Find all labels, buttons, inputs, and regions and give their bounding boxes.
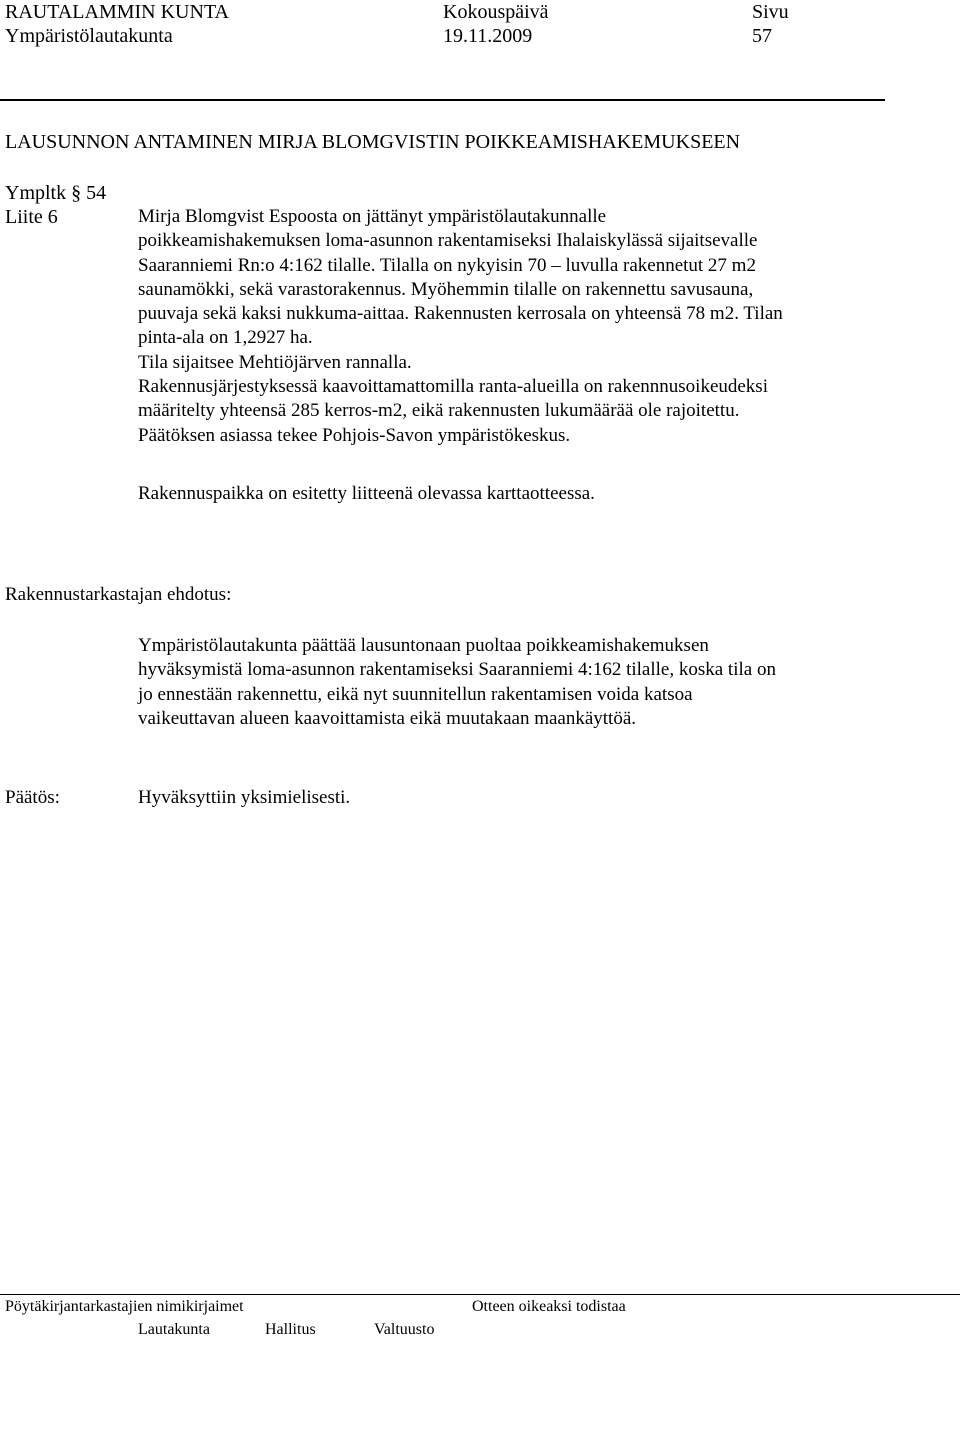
- paragraph-line: saunamökki, sekä varastorakennus. Myöhemmin tilalle on rakennettu savusauna,: [138, 278, 754, 300]
- signatures-label: Pöytäkirjantarkastajien nimikirjaimet: [5, 1298, 244, 1315]
- page-number: 57: [752, 25, 772, 47]
- page-title: LAUSUNNON ANTAMINEN MIRJA BLOMGVISTIN POIKKEAMISHAKEMUKSEEN: [5, 131, 741, 153]
- proposal-line: hyväksymistä loma-asunnon rakentamiseksi Saaranniemi 4:162 tilalle, koska tila on: [138, 659, 776, 681]
- proposal-line: vaikeuttavan alueen kaavoittamista eikä muutakaan maankäyttöä.: [138, 707, 637, 729]
- proposal-line: Ympäristölautakunta päättää lausuntonaan puoltaa poikkeamishakemuksen: [138, 635, 709, 656]
- meeting-date-label: Kokouspäivä: [443, 1, 549, 23]
- decision-text: Hyväksyttiin yksimielisesti.: [138, 787, 351, 808]
- paragraph-line: määritelty yhteensä 285 kerros-m2, eikä rakennusten lukumäärää ole rajoitettu.: [138, 400, 740, 422]
- proposal-line: jo ennestään rakennettu, eikä nyt suunnitellun rakentamisen voida katsoa: [138, 683, 693, 705]
- paragraph-line: Päätöksen asiassa tekee Pohjois-Savon ympäristökeskus.: [138, 424, 571, 446]
- map-note: Rakennuspaikka on esitetty liitteenä olevassa karttaotteessa.: [138, 483, 595, 504]
- page-label: Sivu: [752, 1, 789, 23]
- footer-rule: [0, 1294, 960, 1295]
- paragraph-line: Saaranniemi Rn:o 4:162 tilalle. Tilalla on nykyisin 70 – luvulla rakennetut 27 m2: [138, 254, 756, 276]
- board-name: Ympäristölautakunta: [5, 25, 173, 47]
- certified-label: Otteen oikeaksi todistaa: [472, 1298, 626, 1315]
- paragraph-line: Mirja Blomgvist Espoosta on jättänyt ympäristölautakunnalle: [138, 206, 607, 227]
- footer-column-lautakunta: Lautakunta: [138, 1321, 210, 1338]
- proposal-paragraph: [138, 634, 928, 731]
- paragraph-line: puuvaja sekä kaksi nukkuma-aittaa. Rakennusten kerrosala on yhteensä 78 m2. Tilan: [138, 303, 783, 325]
- description-paragraph: [138, 205, 928, 448]
- proposal-label: Rakennustarkastajan ehdotus:: [5, 584, 232, 605]
- paragraph-line: poikkeamishakemuksen loma-asunnon rakentamiseksi Ihalaiskylässä sijaitsevalle: [138, 230, 758, 252]
- meeting-date: 19.11.2009: [443, 25, 533, 47]
- header-rule: [0, 99, 885, 101]
- paragraph-line: Rakennusjärjestyksessä kaavoittamattomilla ranta-alueilla on rakennnusoikeudeksi: [138, 376, 768, 398]
- footer-column-hallitus: Hallitus: [265, 1321, 316, 1338]
- municipality-name: RAUTALAMMIN KUNTA: [5, 1, 230, 23]
- attachment-ref: Liite 6: [5, 206, 58, 228]
- paragraph-line: Tila sijaitsee Mehtiöjärven rannalla.: [138, 351, 412, 373]
- footer-column-valtuusto: Valtuusto: [374, 1321, 435, 1338]
- paragraph-line: pinta-ala on 1,2927 ha.: [138, 327, 313, 349]
- decision-label: Päätös:: [5, 787, 60, 808]
- section-ref: Ympltk § 54: [5, 182, 107, 204]
